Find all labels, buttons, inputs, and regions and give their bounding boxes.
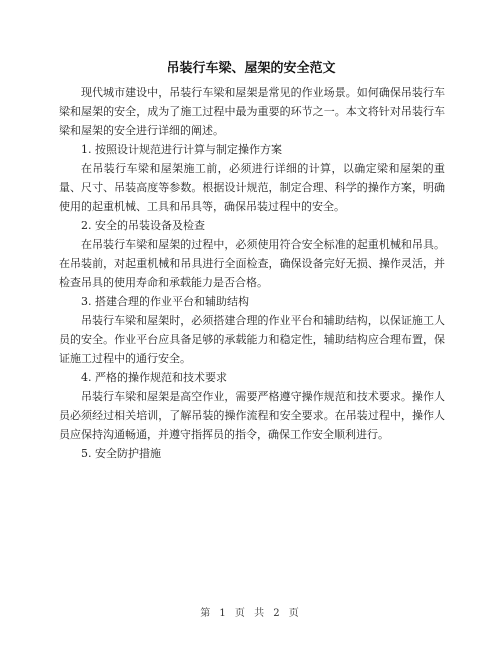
section-heading-4: 4. 严格的操作规范和技术要求 — [81, 371, 227, 384]
page-number-footer: 第 1 页 共 2 页 — [200, 608, 302, 619]
section-text-4: 吊装行车梁和屋架是高空作业，需要严格遵守操作规范和技术要求。操作人员必须经过相关培训，了解吊装的操作流程和安全要求。在吊装过程中，操作人员应保持沟通畅通，并遵守指挥员的指令，确保工作安全顺利进行。 — [59, 390, 445, 441]
document-body — [59, 83, 445, 463]
section-heading-5: 5. 安全防护措施 — [81, 447, 161, 460]
section-heading-1: 1. 按照设计规范进行计算与制定操作方案 — [81, 143, 282, 156]
section-heading-2: 2. 安全的吊装设备及检查 — [81, 219, 205, 232]
section-text-3: 吊装行车梁和屋架时，必须搭建合理的作业平台和辅助结构，以保证施工人员的安全。作业平台应具备足够的承载能力和稳定性，辅助结构应合理布置，保证施工过程中的通行安全。 — [59, 314, 445, 365]
intro-paragraph: 现代城市建设中，吊装行车梁和屋架是常见的作业场景。如何确保吊装行车梁和屋架的安全，成为了施工过程中最为重要的环节之一。本文将针对吊装行车梁和屋架的安全进行详细的阐述。 — [59, 86, 445, 137]
section-text-2: 在吊装行车梁和屋架的过程中，必须使用符合安全标准的起重机械和吊具。在吊装前，对起重机械和吊具进行全面检查，确保设备完好无损、操作灵活，并检查吊具的使用寿命和承载能力是否合格。 — [59, 238, 445, 289]
section-text-1: 在吊装行车梁和屋架施工前，必须进行详细的计算，以确定梁和屋架的重量、尺寸、吊装高度等参数。根据设计规范，制定合理、科学的操作方案，明确使用的起重机械、工具和吊具等，确保吊装过程中的安全。 — [59, 162, 445, 213]
document-title: 吊装行车梁、屋架的安全范文 — [166, 61, 336, 76]
section-heading-3: 3. 搭建合理的作业平台和辅助结构 — [81, 295, 249, 308]
